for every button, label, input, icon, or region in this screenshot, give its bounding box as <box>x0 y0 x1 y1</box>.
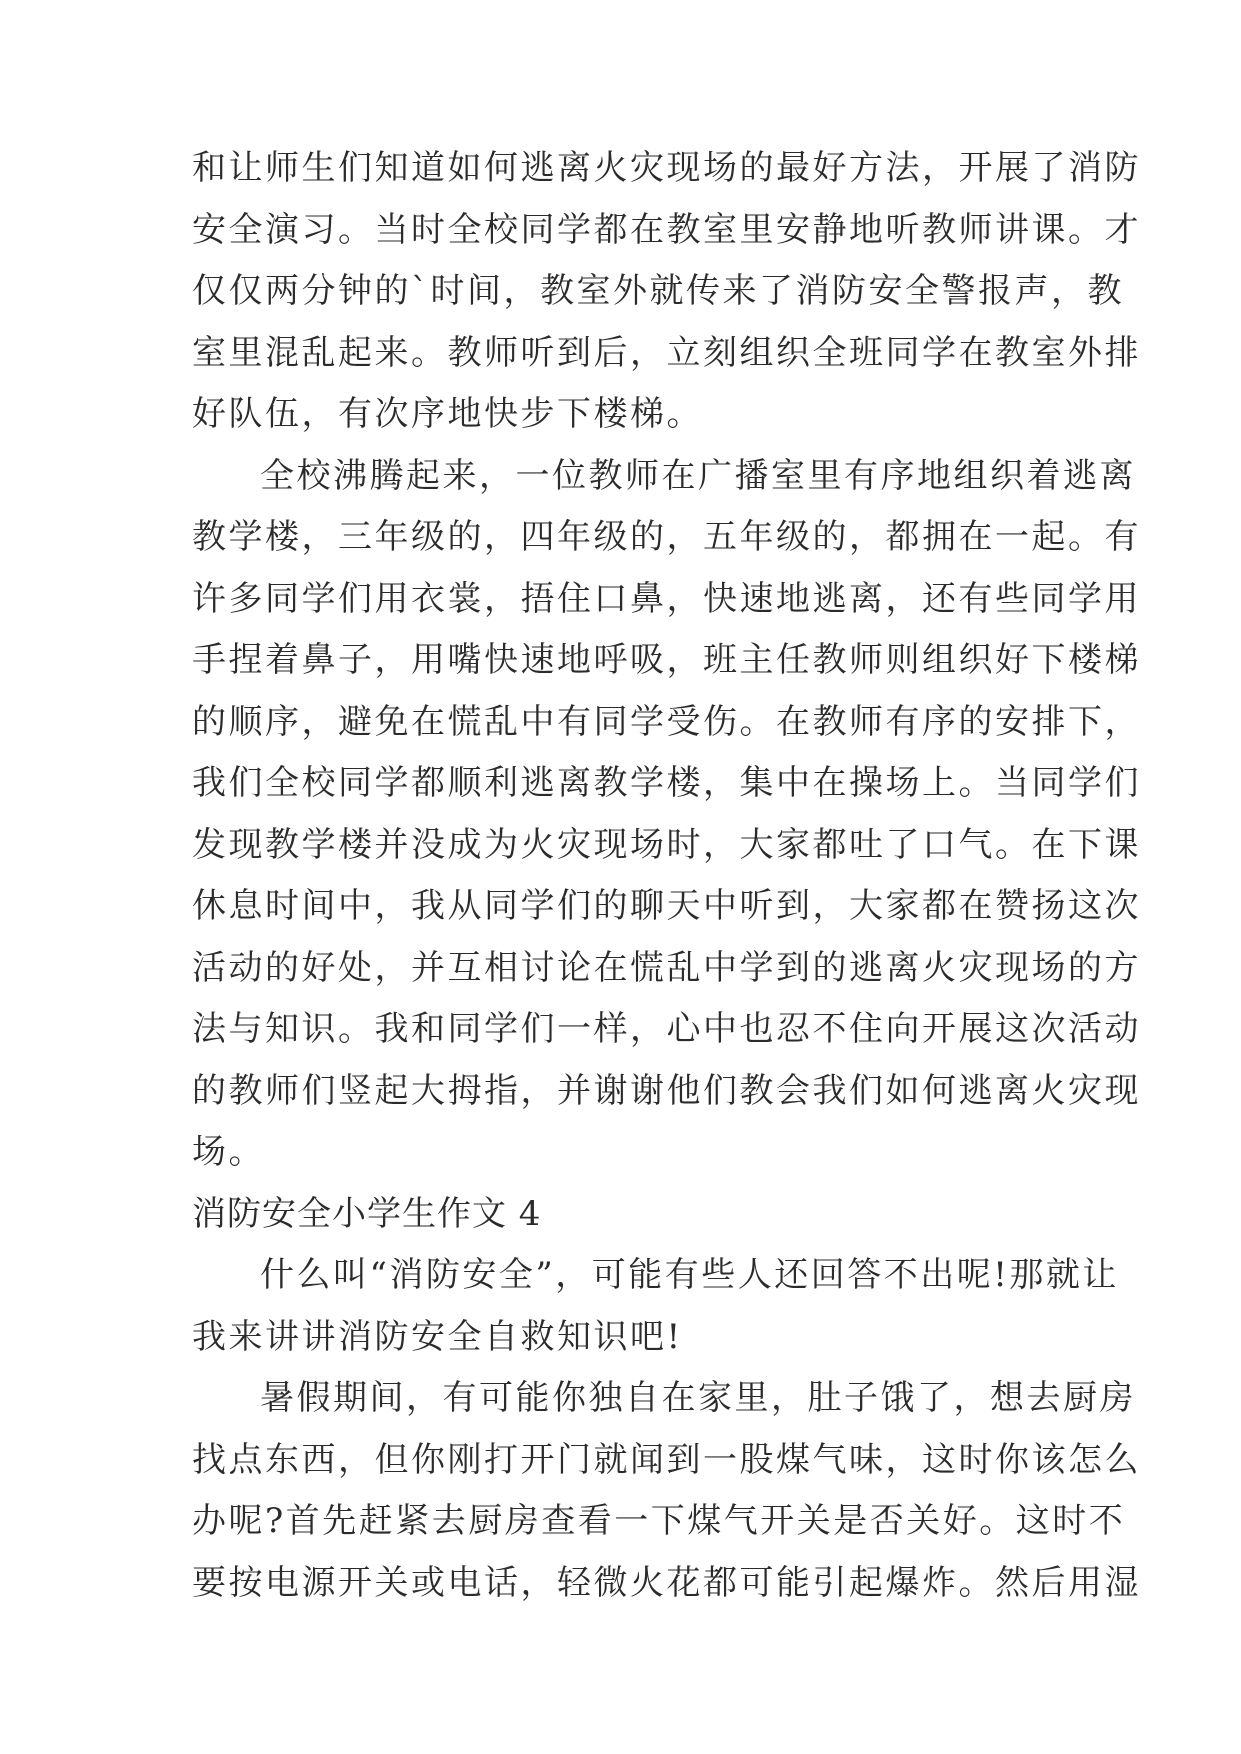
text-line: 好队伍，有次序地快步下楼梯。 <box>192 394 703 434</box>
text-line: 教学楼，三年级的，四年级的，五年级的，都拥在一起。有 <box>192 517 1141 557</box>
text-line: 办呢?首先赶紧去厨房查看一下煤气开关是否关好。这时不 <box>192 1501 1126 1541</box>
text-line: 暑假期间，有可能你独自在家里，肚子饿了，想去厨房 <box>260 1378 1136 1418</box>
text-line: 活动的好处，并互相讨论在慌乱中学到的逃离火灾现场的方 <box>192 947 1141 988</box>
text-line: 仅仅两分钟的`时间，教室外就传来了消防安全警报声，教 <box>192 271 1124 311</box>
text-line: 场。 <box>192 1132 265 1172</box>
text-line: 安全演习。当时全校同学都在教室里安静地听教师讲课。才 <box>192 209 1141 250</box>
text-line: 我来讲讲消防安全自救知识吧! <box>192 1316 683 1357</box>
text-line: 的顺序，避免在慌乱中有同学受伤。在教师有序的安排下， <box>192 701 1141 742</box>
text-line: 的教师们竖起大拇指，并谢谢他们教会我们如何逃离火灾现 <box>192 1070 1141 1111</box>
paragraph-4 <box>192 1368 1141 1614</box>
text-line: 要按电源开关或电话，轻微火花都可能引起爆炸。然后用湿 <box>192 1562 1141 1603</box>
paragraph-1 <box>192 138 1141 446</box>
text-line: 找点东西，但你刚打开门就闻到一股煤气味，这时你该怎么 <box>192 1439 1141 1480</box>
text-line: 许多同学们用衣裳，捂住口鼻，快速地逃离，还有些同学用 <box>192 578 1141 619</box>
text-line: 法与知识。我和同学们一样，心中也忍不住向开展这次活动 <box>192 1009 1141 1049</box>
document-page <box>192 138 1141 1614</box>
text-line: 发现教学楼并没成为火灾现场时，大家都吐了口气。在下课 <box>192 824 1141 865</box>
paragraph-2 <box>192 446 1141 1184</box>
paragraph-3 <box>192 1245 1119 1368</box>
text-line: 休息时间中，我从同学们的聊天中听到，大家都在赞扬这次 <box>192 886 1141 926</box>
section-heading: 消防安全小学生作文 4 <box>192 1193 542 1234</box>
text-line: 手捏着鼻子，用嘴快速地呼吸，班主任教师则组织好下楼梯 <box>192 640 1141 680</box>
text-line: 我们全校同学都顺利逃离教学楼，集中在操场上。当同学们 <box>192 763 1141 803</box>
text-line: 全校沸腾起来，一位教师在广播室里有序地组织着逃离 <box>260 455 1136 496</box>
text-line: 室里混乱起来。教师听到后，立刻组织全班同学在教室外排 <box>192 332 1141 373</box>
text-line: 什么叫“消防安全”，可能有些人还回答不出呢!那就让 <box>260 1255 1119 1295</box>
text-line: 和让师生们知道如何逃离火灾现场的最好方法，开展了消防 <box>192 148 1141 188</box>
